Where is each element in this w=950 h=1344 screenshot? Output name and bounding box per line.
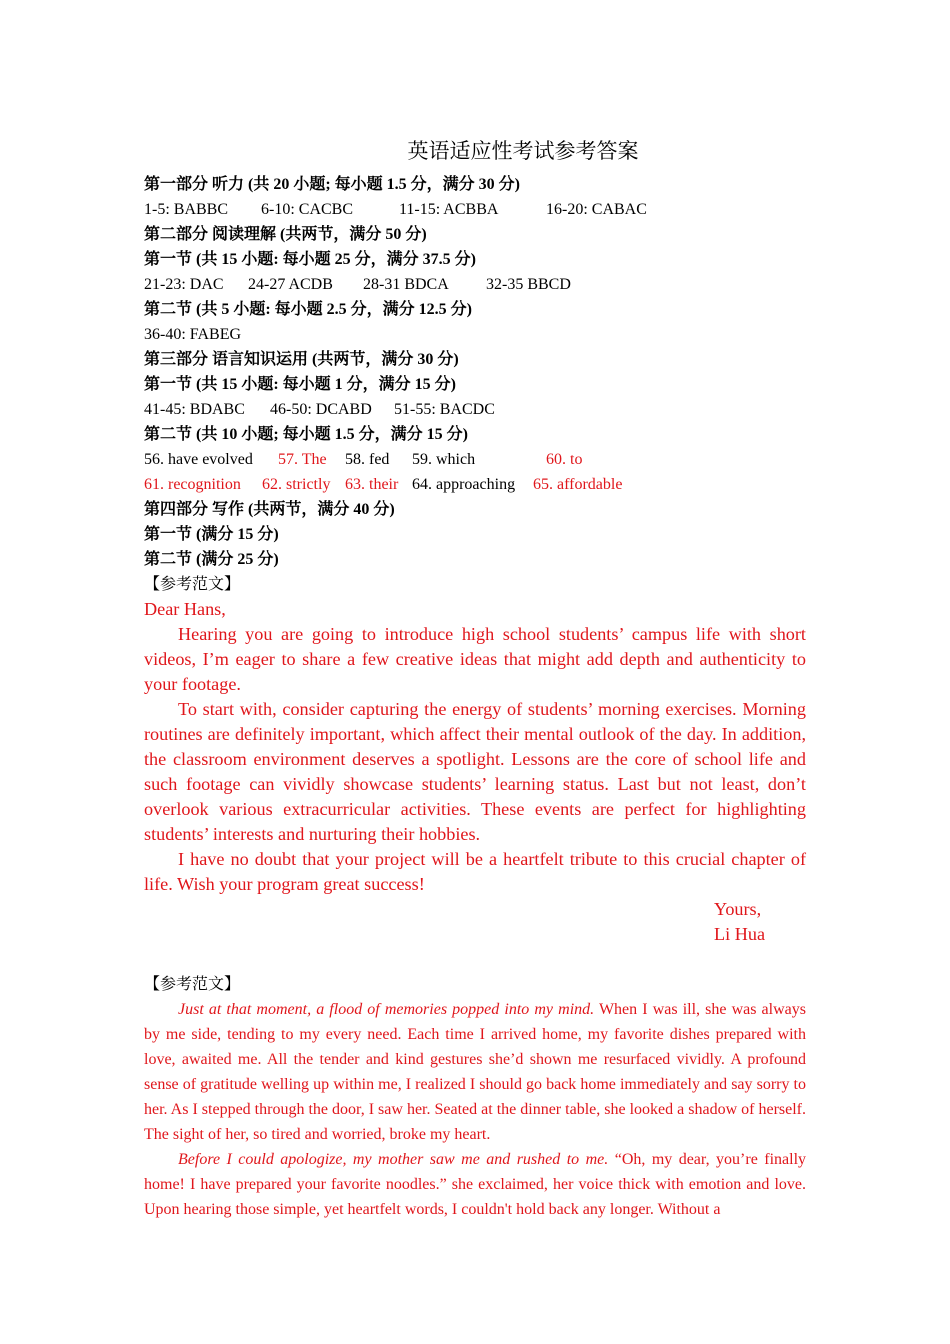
cloze-answer: 59. which — [412, 451, 476, 468]
cloze-answer: 57. The — [278, 451, 327, 468]
part2-sec1-heading: 第一节 (共 15 小题: 每小题 25 分，满分 37.5 分) — [144, 251, 476, 268]
part1-heading: 第一部分 听力 (共 20 小题; 每小题 1.5 分，满分 30 分) — [144, 176, 520, 193]
answer-group: 24-27 ACDB — [248, 276, 333, 293]
sample-story — [144, 997, 806, 1222]
part3-heading: 第三部分 语言知识运用 (共两节，满分 30 分) — [144, 351, 459, 368]
part3-sec2-row2 — [144, 472, 806, 497]
letter-paragraph: Hearing you are going to introduce high school students’ campus life with short videos, I’m eager to share a few creative ideas that might add depth and authenticity to your footage. — [144, 624, 806, 694]
letter-closing: Yours, — [714, 899, 762, 919]
letter-greeting: Dear Hans, — [144, 599, 226, 619]
part3-sec1-heading: 第一节 (共 15 小题: 每小题 1 分，满分 15 分) — [144, 376, 456, 393]
part3-sec2-row1 — [144, 447, 806, 472]
answer-group: 41-45: BDABC — [144, 401, 245, 418]
answer-group: 28-31 BDCA — [363, 276, 449, 293]
sample-letter — [144, 597, 806, 947]
letter-signature: Li Hua — [714, 924, 766, 944]
story-text: “Oh, my dear, you’re finally home! I have prepared your favorite noodles.” she exclaimed, her voice thick with emotion and love. Upon hearing those simple, yet heartfelt words, I couldn't hold back any longer. Without a — [144, 1151, 807, 1218]
part4-sec2-heading: 第二节 (满分 25 分) — [144, 551, 279, 568]
story-text: When I was ill, she was always by me side, tending to my every need. Each time I arrived home, my favorite dishes prepared with love, awaited me. All the tender and kind gestures she’d shown me resurfaced vividly. A profound sense of gratitude welling up within me, I realized I should go back home immediately and say sorry to her. As I stepped through the door, I saw her. Seated at the dinner table, she looked a shadow of herself. The sight of her, so tired and worried, broke my heart. — [144, 1001, 806, 1143]
cloze-answer: 64. approaching — [412, 476, 516, 493]
story-opening-sentence: Before I could apologize, my mother saw me and rushed to me. — [178, 1151, 609, 1168]
part2-heading: 第二部分 阅读理解 (共两节，满分 50 分) — [144, 226, 427, 243]
answer-group: 21-23: DAC — [144, 276, 224, 293]
answer-group: 1-5: BABBC — [144, 201, 229, 218]
answer-group: 46-50: DCABD — [270, 401, 372, 418]
cloze-answer: 60. to — [546, 451, 583, 468]
answer-group: 16-20: CABAC — [546, 201, 647, 218]
answer-group: 32-35 BBCD — [486, 276, 571, 293]
story-opening-sentence: Just at that moment, a flood of memories popped into my mind. — [178, 1001, 595, 1018]
part4-sec1-heading: 第一节 (满分 15 分) — [144, 526, 279, 543]
page-title: 英语适应性考试参考答案 — [407, 139, 639, 163]
part3-sec2-heading: 第二节 (共 10 小题; 每小题 1.5 分，满分 15 分) — [144, 426, 468, 443]
answer-group: 6-10: CACBC — [261, 201, 354, 218]
cloze-answer: 58. fed — [345, 451, 390, 468]
sample-label: 【参考范文】 — [144, 576, 241, 593]
answer-group: 51-55: BACDC — [394, 401, 495, 418]
part3-sec1-answers — [144, 397, 806, 422]
cloze-answer: 63. their — [345, 476, 399, 493]
part2-sec2-answers: 36-40: FABEG — [144, 326, 242, 343]
story-paragraph — [144, 997, 806, 1147]
part4-heading: 第四部分 写作 (共两节，满分 40 分) — [144, 501, 395, 518]
part1-answers — [144, 197, 806, 222]
story-paragraph — [144, 1147, 806, 1222]
part2-sec2-heading: 第二节 (共 5 小题: 每小题 2.5 分，满分 12.5 分) — [144, 301, 472, 318]
answer-group: 11-15: ACBBA — [399, 201, 499, 218]
part2-sec1-answers — [144, 272, 806, 297]
cloze-answer: 61. recognition — [144, 476, 241, 493]
cloze-answer: 62. strictly — [262, 476, 331, 493]
cloze-answer: 56. have evolved — [144, 451, 253, 468]
cloze-answer: 65. affordable — [533, 476, 623, 493]
letter-paragraph: To start with, consider capturing the energy of students’ morning exercises. Morning routines are definitely important, which affect their mental outlook of the day. In addition, the classroom environment deserves a spotlight. Lessons are the core of school life and such footage can vividly showcase students’ learning status. Last but not least, don’t overlook various extracurricular activities. These events are perfect for highlighting students’ interests and nurturing their hobbies. — [144, 699, 806, 844]
sample-label-2: 【参考范文】 — [144, 976, 241, 993]
answer-sheet — [144, 134, 806, 1222]
letter-paragraph: I have no doubt that your project will be a heartfelt tribute to this crucial chapter of life. Wish your program great success! — [144, 849, 806, 894]
